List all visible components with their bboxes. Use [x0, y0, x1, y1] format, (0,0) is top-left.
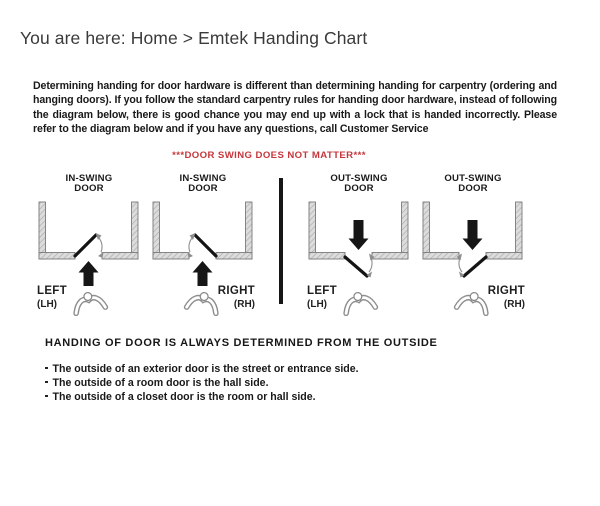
- diagram-label-row: [421, 283, 525, 317]
- diagram-title: [307, 174, 411, 195]
- diagram-out-swing-right: [421, 174, 525, 317]
- out-swing-left-door-diagram-icon: [307, 200, 410, 288]
- in-swing-right-door-diagram-icon: [151, 200, 254, 288]
- diagram-title-line2: DOOR: [74, 183, 104, 195]
- outside-heading: HANDING OF DOOR IS ALWAYS DETERMINED FROM THE OUTSIDE: [45, 336, 438, 349]
- hand-label: LEFT (LH): [37, 284, 67, 310]
- diagram-out-swing-left: [307, 174, 411, 317]
- breadcrumb-separator: >: [182, 28, 194, 48]
- list-item: The outside of an exterior door is the street or entrance side.: [45, 362, 557, 376]
- outside-rules-list: [45, 362, 557, 404]
- diagram-title-line1: IN-SWING: [65, 172, 113, 184]
- diagram-title: [37, 174, 141, 195]
- door-leaf: [464, 257, 486, 276]
- diagram-label-row: [307, 283, 411, 317]
- diagram-title-line2: DOOR: [188, 183, 218, 195]
- door-leaf: [345, 257, 367, 276]
- hand-label: LEFT (LH): [307, 284, 337, 310]
- diagram-title: [151, 174, 255, 195]
- diagram-label-row: [151, 283, 255, 317]
- in-out-divider: [279, 178, 283, 304]
- hand-label: RIGHT (RH): [217, 284, 255, 310]
- diagram-title-line1: OUT-SWING: [444, 172, 502, 184]
- door-swing-warning: ***DOOR SWING DOES NOT MATTER***: [172, 149, 366, 161]
- swing-arc-icon: [189, 238, 192, 252]
- out-swing-right-door-diagram-icon: [421, 200, 524, 288]
- room-walls: [153, 202, 252, 259]
- diagram-title: [421, 174, 525, 195]
- outside-down-arrow-icon: [463, 220, 483, 250]
- diagram-band: [37, 174, 557, 317]
- in-swing-left-door-diagram-icon: [37, 200, 140, 288]
- list-item: The outside of a room door is the hall side.: [45, 376, 557, 390]
- swing-arc-icon: [99, 238, 102, 252]
- room-walls: [39, 202, 138, 259]
- person-icon: [183, 288, 223, 316]
- diagram-title-line2: DOOR: [458, 183, 488, 195]
- breadcrumb-current: Emtek Handing Chart: [198, 28, 368, 48]
- diagram-in-swing-left: [37, 174, 141, 317]
- door-leaf: [75, 235, 96, 256]
- outside-down-arrow-icon: [349, 220, 369, 250]
- handing-chart-image: [33, 79, 557, 404]
- person-icon: [453, 288, 493, 316]
- outside-rule-section: [45, 337, 557, 404]
- diagram-label-row: [37, 283, 141, 317]
- list-item: The outside of a closet door is the room or hall side.: [45, 390, 557, 404]
- diagram-title-line2: DOOR: [344, 183, 374, 195]
- person-icon: [339, 288, 379, 316]
- diagram-title-line1: OUT-SWING: [330, 172, 388, 184]
- intro-paragraph: Determining handing for door hardware is different than determining handing for carpentry (ordering and hanging doors). If you follow the standard carpentry rules for handing door hardware, instead of following the diagram below, there is good chance you may end up with a lock that is handed incorrectly. Please refer to the diagram below and if you have any questions, call Customer Service: [33, 80, 557, 136]
- door-leaf: [195, 235, 216, 256]
- breadcrumb-home-link[interactable]: Home: [130, 28, 178, 48]
- breadcrumb-prefix: You are here:: [20, 28, 126, 48]
- diagram-in-swing-right: [151, 174, 255, 317]
- diagram-title-line1: IN-SWING: [179, 172, 227, 184]
- breadcrumb: [20, 28, 600, 49]
- person-icon: [69, 288, 109, 316]
- hand-label: RIGHT (RH): [487, 284, 525, 310]
